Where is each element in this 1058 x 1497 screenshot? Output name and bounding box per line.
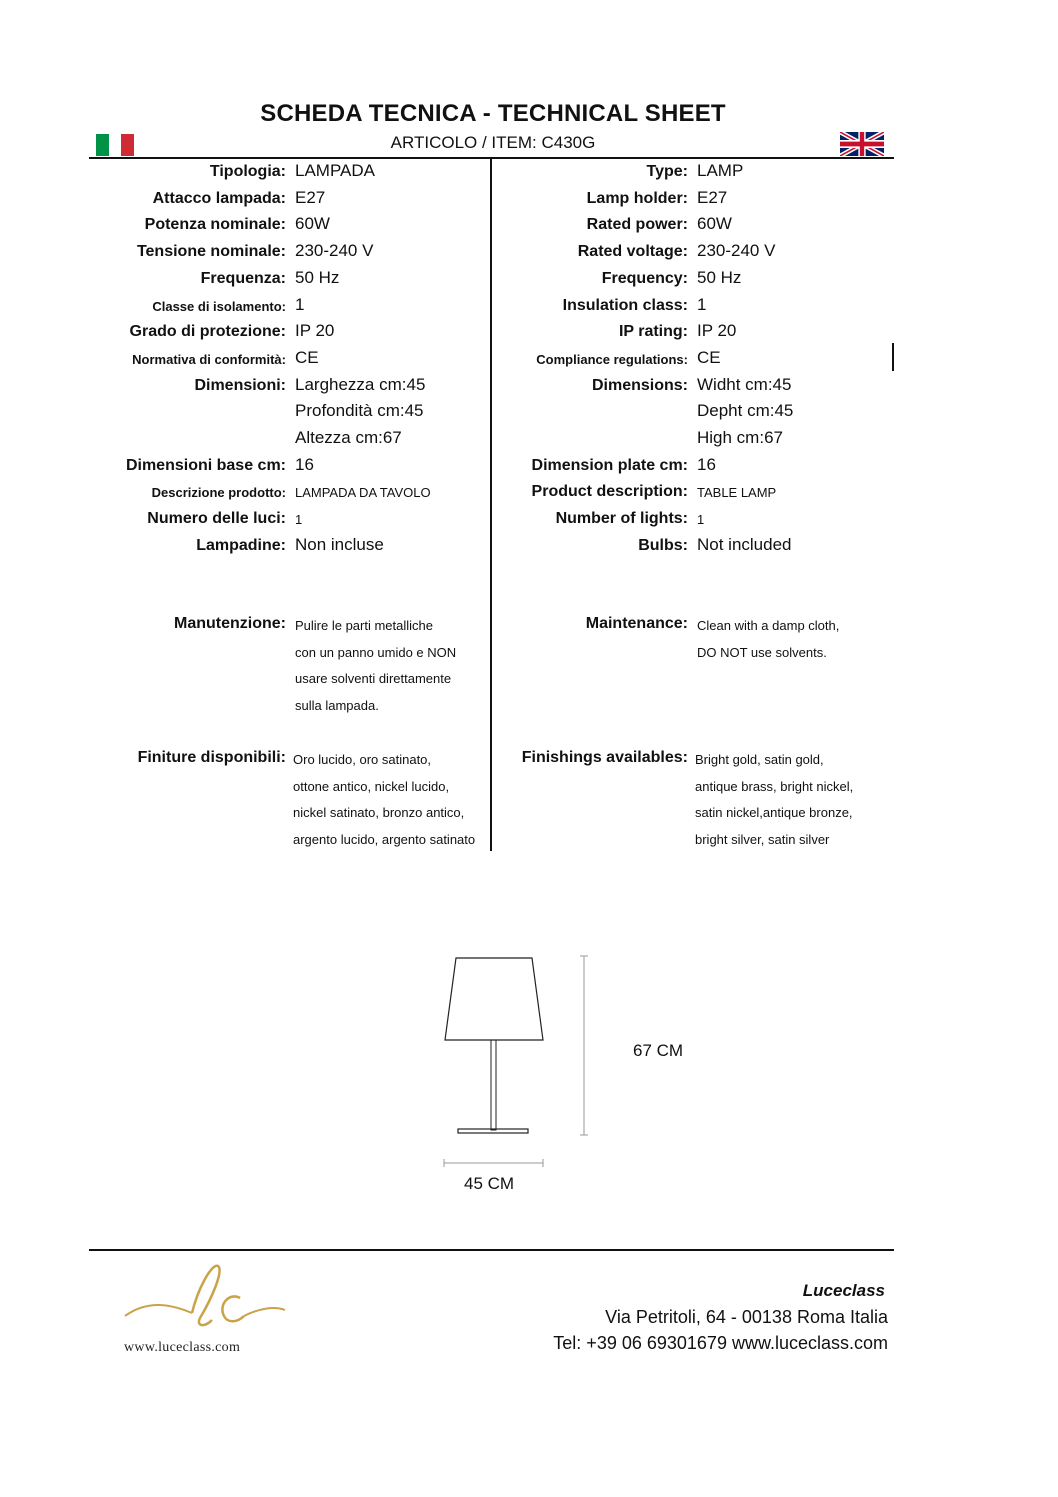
it-spec-value: 1	[295, 512, 303, 527]
it-spec-label: Tipologia:	[209, 163, 286, 180]
height-dimension-line	[580, 956, 588, 1135]
it-spec-value: CE	[295, 348, 319, 367]
it-spec-label: Lampadine:	[196, 537, 286, 554]
column-divider	[490, 159, 492, 851]
en-spec-label: Lamp holder:	[586, 190, 688, 207]
it-spec-value: LAMPADA	[295, 161, 375, 180]
en-spec-value: 60W	[697, 214, 732, 233]
it-spec-value: LAMPADA DA TAVOLO	[295, 485, 431, 500]
it-spec-value: Profondità cm:45	[295, 401, 424, 420]
en-spec-label: Dimensions:	[591, 377, 688, 394]
it-spec-label: Frequenza:	[200, 270, 286, 287]
page-title: SCHEDA TECNICA - TECHNICAL SHEET	[260, 100, 726, 127]
company-contact: Tel: +39 06 69301679 www.luceclass.com	[553, 1333, 888, 1353]
width-dimension-line	[444, 1159, 543, 1167]
it-spec-label: Tensione nominale:	[136, 243, 286, 260]
en-spec-value: IP 20	[697, 321, 737, 340]
company-name: Luceclass	[802, 1281, 885, 1300]
it-finishes-label: Finiture disponibili:	[137, 749, 286, 766]
en-spec-label: Type:	[646, 163, 688, 180]
it-spec-value: E27	[295, 188, 326, 207]
text-line: antique brass, bright nickel,	[695, 778, 854, 794]
text-line: DO NOT use solvents.	[697, 644, 827, 660]
en-spec-label: Number of lights:	[555, 510, 688, 527]
it-spec-value: 50 Hz	[295, 268, 340, 287]
text-line: ottone antico, nickel lucido,	[293, 778, 450, 794]
it-spec-label: Grado di protezione:	[129, 323, 286, 340]
text-line: Pulire le parti metalliche	[295, 618, 434, 633]
en-spec-label: Compliance regulations:	[536, 352, 688, 367]
en-spec-label: Bulbs:	[638, 537, 688, 554]
luceclass-logo	[120, 1258, 295, 1338]
height-label: 67 CM	[633, 1041, 684, 1060]
en-maintenance-label: Maintenance:	[585, 615, 688, 632]
en-spec-value: 1	[697, 512, 705, 527]
en-spec-value: Widht cm:45	[697, 375, 792, 394]
en-spec-value: 16	[697, 455, 716, 474]
lamp-shade	[445, 958, 543, 1040]
en-spec-value: 50 Hz	[697, 268, 742, 287]
it-spec-label: Potenza nominale:	[144, 216, 286, 233]
it-spec-label: Dimensioni base cm:	[125, 457, 286, 474]
en-spec-label: IP rating:	[618, 323, 688, 340]
it-spec-label: Numero delle luci:	[147, 510, 286, 527]
en-spec-value: LAMP	[697, 161, 744, 180]
text-line: nickel satinato, bronzo antico,	[293, 805, 465, 821]
it-spec-label: Dimensioni:	[194, 377, 286, 394]
en-spec-label: Rated power:	[586, 216, 688, 233]
text-line: Bright gold, satin gold,	[695, 752, 824, 767]
text-line: sulla lampada.	[295, 698, 379, 714]
en-spec-label: Dimension plate cm:	[531, 457, 688, 474]
en-spec-label: Rated voltage:	[577, 243, 688, 260]
it-spec-label: Attacco lampada:	[152, 190, 286, 207]
it-spec-value: 60W	[295, 214, 330, 233]
right-edge-mark	[892, 343, 894, 371]
en-spec-value: High cm:67	[697, 428, 783, 447]
italian-flag-icon	[96, 134, 134, 156]
it-spec-value: IP 20	[295, 321, 335, 340]
en-spec-label: Insulation class:	[562, 297, 688, 314]
text-line: satin nickel,antique bronze,	[695, 805, 853, 821]
it-maintenance-label: Manutenzione:	[174, 615, 286, 632]
company-address: Via Petritoli, 64 - 00138 Roma Italia	[605, 1307, 888, 1327]
it-spec-label: Classe di isolamento:	[152, 299, 286, 314]
it-spec-label: Descrizione prodotto:	[151, 485, 286, 500]
text-line: argento lucido, argento satinato	[293, 832, 476, 848]
uk-flag-icon	[840, 132, 884, 156]
en-spec-label: Frequency:	[601, 270, 688, 287]
footer-rule	[89, 1249, 894, 1251]
lamp-base	[458, 1129, 528, 1133]
lamp-stem	[491, 1040, 496, 1130]
it-spec-value: 230-240 V	[295, 241, 374, 260]
width-label: 45 CM	[464, 1174, 515, 1193]
it-spec-label: Normativa di conformità:	[132, 352, 286, 367]
text-line: con un panno umido e NON	[295, 644, 457, 660]
it-spec-value: 16	[295, 455, 314, 474]
en-spec-value: 1	[697, 295, 707, 314]
en-spec-value: CE	[697, 348, 721, 367]
text-line: Oro lucido, oro satinato,	[293, 752, 432, 767]
en-spec-label: Product description:	[531, 483, 688, 500]
text-line: bright silver, satin silver	[695, 832, 830, 848]
lamp-drawing	[430, 945, 610, 1175]
text-line: usare solventi direttamente	[295, 671, 452, 687]
it-spec-value: Altezza cm:67	[295, 428, 402, 447]
logo-url: www.luceclass.com	[124, 1340, 241, 1355]
it-spec-value: Non incluse	[295, 535, 384, 554]
en-finishes-label: Finishings availables:	[521, 749, 688, 766]
en-spec-value: Not included	[697, 535, 792, 554]
item-code: ARTICOLO / ITEM: C430G	[390, 133, 596, 152]
en-spec-value: E27	[697, 188, 728, 207]
it-spec-value: Larghezza cm:45	[295, 375, 426, 394]
text-line: Clean with a damp cloth,	[697, 618, 840, 633]
it-spec-value: 1	[295, 295, 305, 314]
en-spec-value: 230-240 V	[697, 241, 776, 260]
en-spec-value: TABLE LAMP	[697, 485, 777, 500]
en-spec-value: Depht cm:45	[697, 401, 794, 420]
